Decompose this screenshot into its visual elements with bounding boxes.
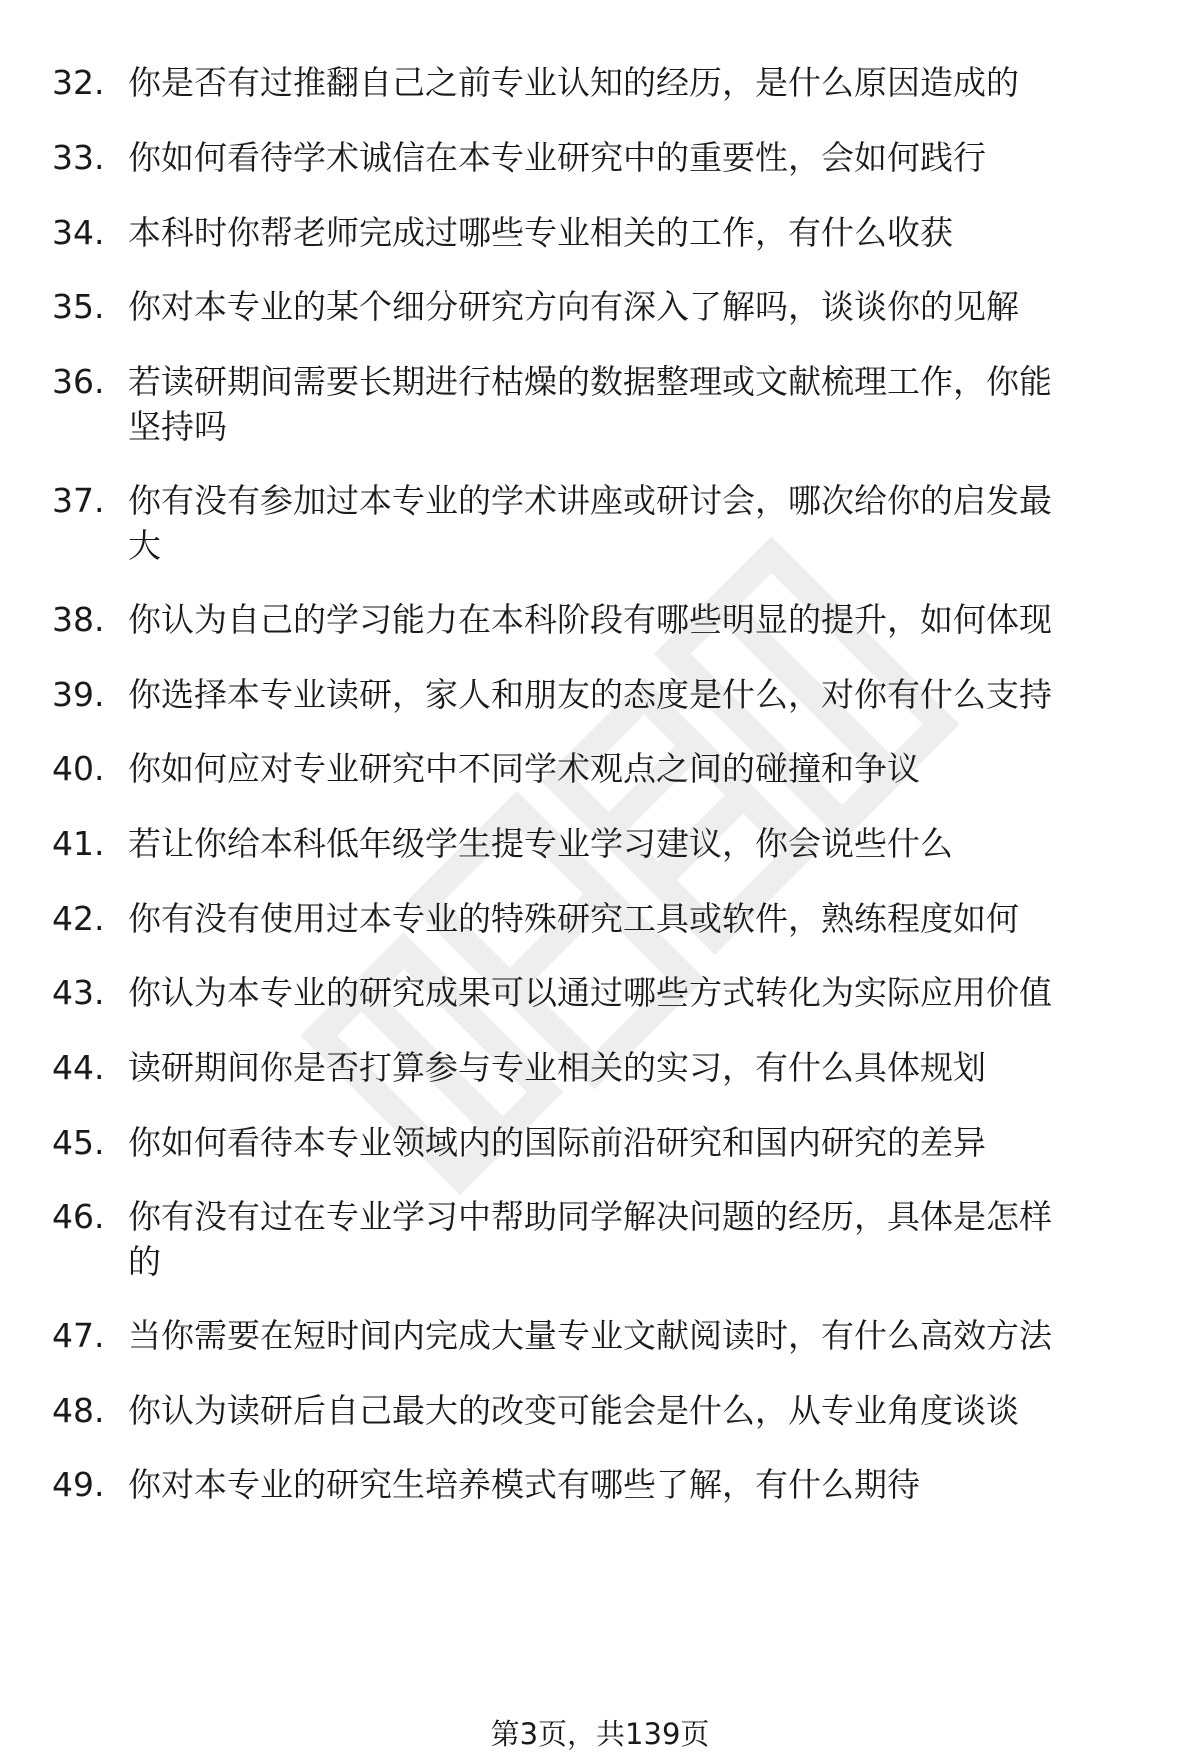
question-text (128, 1045, 1138, 1090)
question-text (128, 672, 1138, 717)
question-text-line: 你对本专业的某个细分研究方向有深入了解吗，谈谈你的见解 (128, 287, 1019, 326)
question-text (128, 1462, 1138, 1507)
question-text (128, 478, 1138, 568)
question-text-line: 若让你给本科低年级学生提专业学习建议，你会说些什么 (128, 824, 953, 863)
question-text-line: 你认为读研后自己最大的改变可能会是什么，从专业角度谈谈 (128, 1391, 1019, 1430)
question-number: 37. (52, 481, 105, 520)
question-text (128, 821, 1138, 866)
question-text (128, 746, 1138, 791)
question-text (128, 597, 1138, 642)
question-number: 40. (52, 749, 105, 788)
question-text-line: 本科时你帮老师完成过哪些专业相关的工作，有什么收获 (128, 213, 953, 252)
question-text (128, 135, 1138, 180)
question-text-line: 你认为自己的学习能力在本科阶段有哪些明显的提升，如何体现 (128, 600, 1052, 639)
question-text-line: 你对本专业的研究生培养模式有哪些了解，有什么期待 (128, 1465, 920, 1504)
question-number: 39. (52, 675, 105, 714)
question-number: 41. (52, 824, 105, 863)
question-text-line: 的 (128, 1242, 161, 1281)
question-number: 48. (52, 1391, 105, 1430)
question-number: 46. (52, 1197, 105, 1236)
question-number: 33. (52, 138, 105, 177)
question-text-line: 你有没有使用过本专业的特殊研究工具或软件，熟练程度如何 (128, 899, 1019, 938)
question-text-line: 你是否有过推翻自己之前专业认知的经历，是什么原因造成的 (128, 63, 1019, 102)
question-text (128, 284, 1138, 329)
page-footer: 第3页，共139页 (490, 1717, 710, 1751)
question-number: 36. (52, 362, 105, 401)
question-text (128, 1388, 1138, 1433)
question-text-line: 坚持吗 (128, 407, 227, 446)
question-text-line: 你如何看待学术诚信在本专业研究中的重要性，会如何践行 (128, 138, 986, 177)
question-number: 35. (52, 287, 105, 326)
question-text-line: 你有没有过在专业学习中帮助同学解决问题的经历，具体是怎样 (128, 1197, 1052, 1236)
question-text-line: 当你需要在短时间内完成大量专业文献阅读时，有什么高效方法 (128, 1316, 1052, 1355)
question-text (128, 1120, 1138, 1165)
question-text-line: 你选择本专业读研，家人和朋友的态度是什么，对你有什么支持 (128, 675, 1052, 714)
question-text (128, 359, 1138, 449)
question-text-line: 若读研期间需要长期进行枯燥的数据整理或文献梳理工作，你能 (128, 362, 1052, 401)
question-text-line: 你有没有参加过本专业的学术讲座或研讨会，哪次给你的启发最 (128, 481, 1052, 520)
question-text (128, 1313, 1138, 1358)
question-text-line: 你如何应对专业研究中不同学术观点之间的碰撞和争议 (128, 749, 920, 788)
question-text (128, 60, 1138, 105)
question-text-line: 你如何看待本专业领域内的国际前沿研究和国内研究的差异 (128, 1123, 986, 1162)
question-number: 38. (52, 600, 105, 639)
question-text-line: 大 (128, 526, 161, 565)
question-text (128, 210, 1138, 255)
question-number: 43. (52, 973, 105, 1012)
question-text-line: 你认为本专业的研究成果可以通过哪些方式转化为实际应用价值 (128, 973, 1052, 1012)
question-text-line: 读研期间你是否打算参与专业相关的实习，有什么具体规划 (128, 1048, 986, 1087)
question-number: 42. (52, 899, 105, 938)
question-number: 34. (52, 213, 105, 252)
question-text (128, 970, 1138, 1015)
question-number: 45. (52, 1123, 105, 1162)
question-number: 47. (52, 1316, 105, 1355)
question-text (128, 896, 1138, 941)
question-number: 32. (52, 63, 105, 102)
question-number: 49. (52, 1465, 105, 1504)
question-text (128, 1194, 1138, 1284)
question-number: 44. (52, 1048, 105, 1087)
